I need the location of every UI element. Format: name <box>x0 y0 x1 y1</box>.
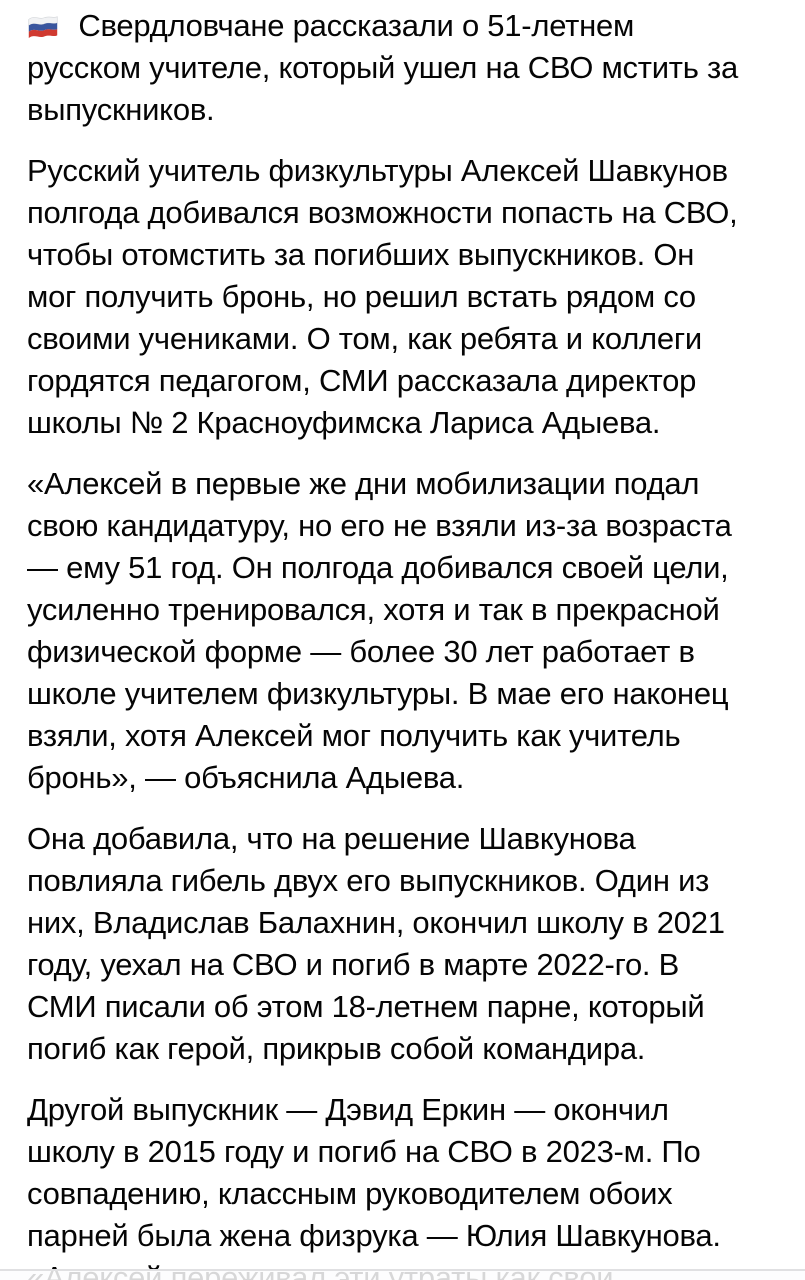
paragraph <box>27 1089 793 1280</box>
russia-flag-icon <box>27 12 59 40</box>
text-line: них, Владислав Балахнин, окончил школу в 2021 <box>27 905 725 940</box>
text-line: физической форме — более 30 лет работает в <box>27 634 695 669</box>
text-line: — ему 51 год. Он полгода добивался своей цели, <box>27 550 729 585</box>
text-line: гордятся педагогом, СМИ рассказала директор <box>27 363 697 398</box>
text-line: русском учителе, который ушел на СВО мстить за <box>27 50 738 85</box>
text-line: школе учителем физкультуры. В мае его наконец <box>27 676 729 711</box>
text-line: выпускников. <box>27 92 215 127</box>
text-line: Она добавила, что на решение Шавкунова <box>27 821 636 856</box>
text-line: своими учениками. О том, как ребята и коллеги <box>27 321 702 356</box>
text-line: СМИ писали об этом 18-летнем парне, который <box>27 989 705 1024</box>
paragraph <box>27 5 793 131</box>
text-line: усиленно тренировался, хотя и так в прекрасной <box>27 592 720 627</box>
text-line: взяли, хотя Алексей мог получить как учитель <box>27 718 681 753</box>
text-line: чтобы отомстить за погибших выпускников. Он <box>27 237 695 272</box>
text-line: школу в 2015 году и погиб на СВО в 2023-м. По <box>27 1134 701 1169</box>
paragraph <box>27 150 793 444</box>
text-line: Свердловчане рассказали о 51-летнем <box>27 5 793 47</box>
text-line: Русский учитель физкультуры Алексей Шавкунов <box>27 153 728 188</box>
text-line: «Алексей в первые же дни мобилизации подал <box>27 466 700 501</box>
text-line: свою кандидатуру, но его не взяли из-за возраста <box>27 508 732 543</box>
text-line: полгода добивался возможности попасть на СВО, <box>27 195 738 230</box>
text-line: повлияла гибель двух его выпускников. Один из <box>27 863 710 898</box>
text-line: погиб как герой, прикрыв собой командира. <box>27 1031 646 1066</box>
text-line: бронь», — объяснила Адыева. <box>27 760 465 795</box>
text-line: совпадению, классным руководителем обоих <box>27 1176 673 1211</box>
paragraph <box>27 463 793 799</box>
text-line: году, уехал на СВО и погиб в марте 2022-го. В <box>27 947 680 982</box>
paragraph <box>27 818 793 1070</box>
text-line: школы № 2 Красноуфимска Лариса Адыева. <box>27 405 661 440</box>
text-line: Другой выпускник — Дэвид Еркин — окончил <box>27 1092 669 1127</box>
text-line: парней была жена физрука — Юлия Шавкунова. <box>27 1218 721 1253</box>
text-line: мог получить бронь, но решил встать рядом со <box>27 279 696 314</box>
bottom-divider <box>0 1269 805 1280</box>
